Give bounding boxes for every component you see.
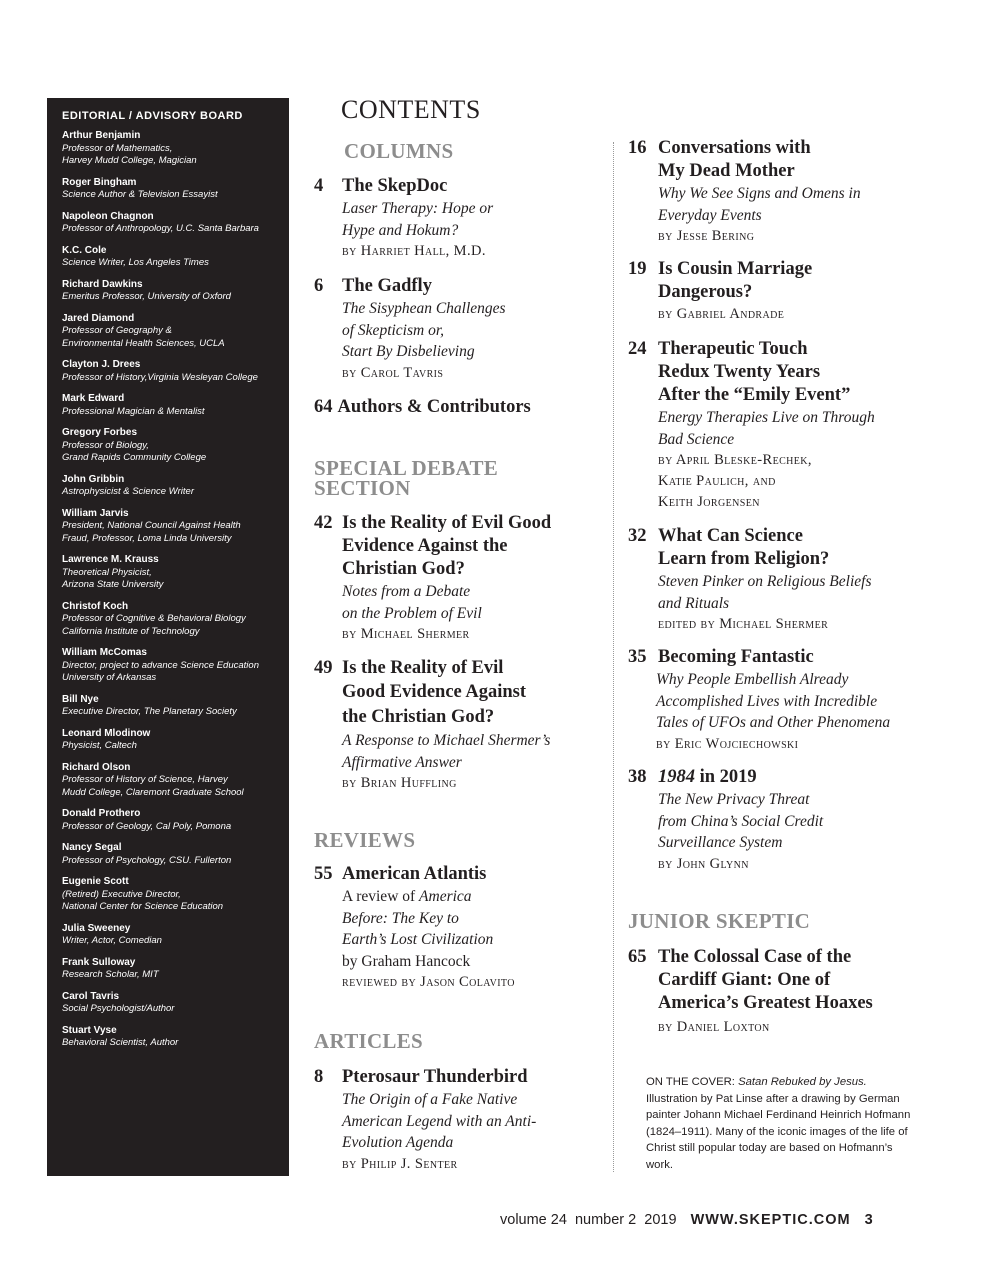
member-name: Christof Koch xyxy=(62,600,129,612)
member-role: California Institute of Technology xyxy=(62,625,200,637)
member-name: Mark Edward xyxy=(62,393,125,404)
entry-subtitle: A Response to Michael Shermer’s xyxy=(342,732,551,749)
board-member xyxy=(62,991,279,1016)
section-special-debate xyxy=(314,458,498,498)
board-member xyxy=(62,359,279,384)
entry-title: The Gadfly xyxy=(342,276,432,296)
board-member xyxy=(62,923,279,948)
entry-subtitle: Energy Therapies Live on Through xyxy=(658,409,875,426)
board-member xyxy=(62,762,279,800)
review-line xyxy=(342,886,604,908)
entry-byline: by Carol Tavris xyxy=(342,364,444,381)
section-junior-skeptic: JUNIOR SKEPTIC xyxy=(628,909,811,933)
member-role: Executive Director, The Planetary Society xyxy=(62,706,237,717)
section-reviews: REVIEWS xyxy=(314,828,416,852)
member-name: Donald Prothero xyxy=(62,808,141,819)
member-role: Professor of Mathematics, xyxy=(62,142,173,154)
cover-artwork-title: Satan Rebuked by Jesus. xyxy=(738,1076,867,1088)
entry-title: Evidence Against the xyxy=(342,536,508,556)
entry-subtitle: Tales of UFOs and Other Phenomena xyxy=(656,714,891,731)
member-role: Environmental Health Sciences, UCLA xyxy=(62,337,225,349)
entry-subtitle: from China’s Social Credit xyxy=(658,812,824,830)
member-role: Professor of Anthropology, U.C. Santa Barbara xyxy=(62,223,259,234)
book-title: Earth’s Lost Civilization xyxy=(342,931,494,948)
member-name: Roger Bingham xyxy=(62,176,137,188)
entry-title: My Dead Mother xyxy=(658,161,795,181)
member-role: President, National Council Against Health xyxy=(62,520,241,531)
entry-byline: edited by Michael Shermer xyxy=(658,616,829,632)
member-name: John Gribbin xyxy=(62,473,125,485)
entry-byline: by Jesse Bering xyxy=(658,228,755,244)
entry-subtitle: Steven Pinker on Religious Beliefs xyxy=(658,573,872,590)
member-name: Stuart Vyse xyxy=(62,1024,117,1036)
section-line: SECTION xyxy=(314,476,411,500)
entry-subtitle: on the Problem of Evil xyxy=(342,604,482,622)
entry-subtitle: Why People Embellish Already xyxy=(656,671,849,688)
board-member xyxy=(62,211,279,236)
board-member xyxy=(62,393,279,418)
member-role: Theoretical Physicist, xyxy=(62,566,152,578)
website-link[interactable]: WWW.SKEPTIC.COM xyxy=(690,1212,851,1228)
page-footer xyxy=(500,1212,873,1228)
page-number: 49 xyxy=(314,658,333,678)
member-name: Leonard Mlodinow xyxy=(62,727,151,739)
toc-entry-gadfly[interactable] xyxy=(314,275,604,384)
member-role: Director, project to advance Science Education xyxy=(62,659,259,671)
board-title: EDITORIAL / ADVISORY BOARD xyxy=(62,110,243,122)
page-number: 19 xyxy=(628,259,647,279)
member-role: Professor of Cognitive & Behavioral Biology xyxy=(62,613,246,624)
book-author: by Graham Hancock xyxy=(342,952,471,970)
member-name: Arthur Benjamin xyxy=(62,130,141,141)
member-role: Arizona State University xyxy=(62,579,164,590)
toc-entry-therapeutic-touch[interactable] xyxy=(628,338,928,513)
member-role: Behavioral Scientist, Author xyxy=(62,1037,179,1048)
member-role: Fraud, Professor, Loma Linda University xyxy=(62,532,232,544)
entry-title: Therapeutic Touch xyxy=(658,339,808,359)
entry-title: Redux Twenty Years xyxy=(658,362,821,382)
board-member xyxy=(62,1025,279,1050)
board-member xyxy=(62,474,279,499)
entry-title: Is the Reality of Evil xyxy=(342,658,504,678)
member-role: Professor of Biology, xyxy=(62,439,149,451)
toc-entry-becoming-fantastic[interactable] xyxy=(628,646,928,755)
title-italic: 1984 xyxy=(658,767,695,787)
member-name: K.C. Cole xyxy=(62,244,107,256)
entry-subtitle: Start By Disbelieving xyxy=(342,343,475,360)
board-member xyxy=(62,177,279,202)
toc-entry-cousin-marriage[interactable] xyxy=(628,258,928,325)
member-role: Grand Rapids Community College xyxy=(62,452,207,463)
page-number: 64 xyxy=(314,397,333,417)
member-name: Nancy Segal xyxy=(62,842,122,853)
member-role: Astrophysicist & Science Writer xyxy=(62,486,194,497)
entry-byline: Keith Jorgensen xyxy=(658,494,760,510)
toc-entry-pterosaur[interactable] xyxy=(314,1066,604,1175)
page-number: 16 xyxy=(628,138,647,158)
board-member xyxy=(62,728,279,753)
page-number: 35 xyxy=(628,647,647,667)
member-role: Professor of Geography & xyxy=(62,325,172,336)
entry-byline: by John Glynn xyxy=(658,855,749,872)
entry-title: Good Evidence Against xyxy=(342,682,526,702)
member-name: Napoleon Chagnon xyxy=(62,210,154,222)
entry-title: Authors & Contributors xyxy=(337,397,531,417)
member-name: Richard Olson xyxy=(62,761,131,773)
entry-title: Is Cousin Marriage xyxy=(658,259,813,279)
page-number: 42 xyxy=(314,513,333,533)
entry-byline: by Brian Huffling xyxy=(342,775,457,791)
page-number: 65 xyxy=(628,947,647,967)
board-member xyxy=(62,279,279,304)
board-member xyxy=(62,508,279,546)
board-member xyxy=(62,957,279,982)
entry-subtitle: The Sisyphean Challenges xyxy=(342,300,506,317)
entry-title: Dangerous? xyxy=(658,282,753,302)
entry-title: Cardiff Giant: One of xyxy=(658,970,831,990)
entry-subtitle: Everyday Events xyxy=(658,206,762,224)
entry-subtitle: Bad Science xyxy=(658,430,735,448)
toc-entry-science-religion[interactable] xyxy=(628,525,928,635)
entry-subtitle: The Origin of a Fake Native xyxy=(342,1091,518,1108)
member-role: Physicist, Caltech xyxy=(62,740,137,751)
member-name: William Jarvis xyxy=(62,507,129,519)
member-role: National Center for Science Education xyxy=(62,901,224,912)
column-divider xyxy=(613,142,614,1172)
member-name: Julia Sweeney xyxy=(62,922,131,934)
entry-subtitle: Laser Therapy: Hope or xyxy=(342,200,494,217)
member-name: Jared Diamond xyxy=(62,312,135,324)
member-role: Professor of History of Science, Harvey xyxy=(62,774,228,785)
member-role: Professor of History,Virginia Wesleyan College xyxy=(62,371,258,383)
member-role: Professional Magician & Mentalist xyxy=(62,405,205,417)
page-number: 8 xyxy=(314,1067,324,1087)
member-role: Professor of Psychology, CSU. Fullerton xyxy=(62,854,232,866)
entry-byline: by April Bleske-Rechek, xyxy=(658,452,812,468)
board-member xyxy=(62,876,279,914)
member-role: Research Scholar, MIT xyxy=(62,969,159,980)
member-role: (Retired) Executive Director, xyxy=(62,888,181,900)
entry-title: Learn from Religion? xyxy=(658,549,830,569)
board-member xyxy=(62,601,279,639)
entry-title: Becoming Fantastic xyxy=(658,647,814,667)
board-member xyxy=(62,130,279,168)
entry-title: the Christian God? xyxy=(342,707,495,727)
entry-title: American Atlantis xyxy=(342,864,487,884)
member-name: Gregory Forbes xyxy=(62,427,138,438)
toc-entry-debate-2[interactable] xyxy=(314,657,609,794)
member-role: Science Writer, Los Angeles Times xyxy=(62,257,209,268)
board-member xyxy=(62,245,279,270)
board-member xyxy=(62,808,279,833)
member-name: Eugenie Scott xyxy=(62,876,129,887)
member-name: Lawrence M. Krauss xyxy=(62,554,159,565)
entry-byline: by Harriet Hall, M.D. xyxy=(342,243,486,259)
page-number: 55 xyxy=(314,864,333,884)
section-columns: COLUMNS xyxy=(344,139,454,163)
member-role: Writer, Actor, Comedian xyxy=(62,935,162,946)
page-number: 24 xyxy=(628,339,647,359)
member-role: Science Author & Television Essayist xyxy=(62,189,218,200)
member-name: Bill Nye xyxy=(62,693,99,705)
member-role: Emeritus Professor, University of Oxford xyxy=(62,291,231,302)
toc-entry-cardiff-giant[interactable] xyxy=(628,946,928,1038)
entry-subtitle: Notes from a Debate xyxy=(342,583,471,600)
section-articles: ARTICLES xyxy=(314,1029,424,1053)
entry-byline: by Michael Shermer xyxy=(342,626,470,642)
page-number: 32 xyxy=(628,526,647,546)
section-line: SPECIAL DEBATE xyxy=(314,456,499,480)
book-title: Before: The Key to xyxy=(342,909,459,927)
board-member xyxy=(62,842,279,867)
member-name: Richard Dawkins xyxy=(62,278,143,290)
entry-title: Conversations with xyxy=(658,138,811,158)
entry-subtitle: and Rituals xyxy=(658,594,730,612)
member-name: Carol Tavris xyxy=(62,990,120,1002)
board-member xyxy=(62,554,279,592)
board-member xyxy=(62,427,279,465)
issue-info: volume 24 number 2 2019 xyxy=(500,1212,677,1228)
contents-title: CONTENTS xyxy=(341,95,481,124)
entry-title: Christian God? xyxy=(342,559,465,579)
toc-entry-debate-1[interactable] xyxy=(314,512,609,645)
entry-byline: Katie Paulich, and xyxy=(658,473,776,489)
board-member xyxy=(62,694,279,719)
book-title: America xyxy=(419,888,472,905)
entry-title: What Can Science xyxy=(658,526,803,546)
member-name: Frank Sulloway xyxy=(62,956,136,968)
toc-entry-authors[interactable] xyxy=(314,396,604,419)
entry-byline: by Philip J. Senter xyxy=(342,1155,458,1172)
entry-title: America’s Greatest Hoaxes xyxy=(658,993,873,1013)
entry-title: After the “Emily Event” xyxy=(658,385,851,405)
board-member xyxy=(62,647,279,685)
entry-title: Is the Reality of Evil Good xyxy=(342,513,552,533)
member-role: Mudd College, Claremont Graduate School xyxy=(62,786,244,798)
cover-label: ON THE COVER: xyxy=(646,1076,739,1088)
editorial-board xyxy=(47,98,289,1176)
member-role: University of Arkansas xyxy=(62,672,157,683)
entry-byline: by Gabriel Andrade xyxy=(658,306,785,322)
board-members xyxy=(62,130,279,1050)
entry-subtitle: Evolution Agenda xyxy=(342,1134,454,1151)
cover-note xyxy=(646,1074,916,1173)
page-number: 6 xyxy=(314,276,324,296)
board-member xyxy=(62,313,279,351)
cover-description: Illustration by Pat Linse after a drawing by German painter Johann Michael Ferdinand Heinrich Hofmann (1824–1911). Many of the iconic images of the life of Christ still popular today are based on Hofmann’s work. xyxy=(646,1092,911,1171)
entry-byline: by Daniel Loxton xyxy=(658,1019,770,1035)
member-role: Social Psychologist/Author xyxy=(62,1003,175,1014)
title-rest: in 2019 xyxy=(695,767,757,787)
entry-subtitle: Surveillance System xyxy=(658,834,783,851)
page-number: 4 xyxy=(314,176,324,196)
entry-subtitle: Affirmative Answer xyxy=(342,753,462,771)
entry-title: The SkepDoc xyxy=(342,176,448,196)
member-role: Harvey Mudd College, Magician xyxy=(62,155,197,166)
page-number: 38 xyxy=(628,767,647,787)
member-role: Professor of Geology, Cal Poly, Pomona xyxy=(62,820,232,832)
entry-subtitle: Hype and Hokum? xyxy=(342,221,459,239)
toc-entry-dead-mother[interactable] xyxy=(628,137,928,247)
toc-entry-1984[interactable] xyxy=(628,766,928,875)
entry-subtitle: The New Privacy Threat xyxy=(658,791,810,808)
member-name: William McComas xyxy=(62,647,147,658)
entry-byline: by Eric Wojciechowski xyxy=(656,735,799,752)
entry-title: The Colossal Case of the xyxy=(658,947,852,967)
review-text: A review of xyxy=(342,888,420,905)
entry-subtitle: Accomplished Lives with Incredible xyxy=(656,692,878,710)
toc-entry-skepdoc[interactable] xyxy=(314,175,604,262)
entry-title xyxy=(658,766,757,789)
entry-title: Pterosaur Thunderbird xyxy=(342,1067,528,1087)
entry-subtitle: of Skepticism or, xyxy=(342,321,445,339)
member-name: Clayton J. Drees xyxy=(62,359,141,370)
page-number-footer: 3 xyxy=(864,1212,873,1228)
entry-subtitle: Why We See Signs and Omens in xyxy=(658,185,861,202)
toc-entry-review[interactable] xyxy=(314,863,604,993)
entry-subtitle: American Legend with an Anti- xyxy=(342,1112,537,1130)
entry-byline: reviewed by Jason Colavito xyxy=(342,974,515,990)
